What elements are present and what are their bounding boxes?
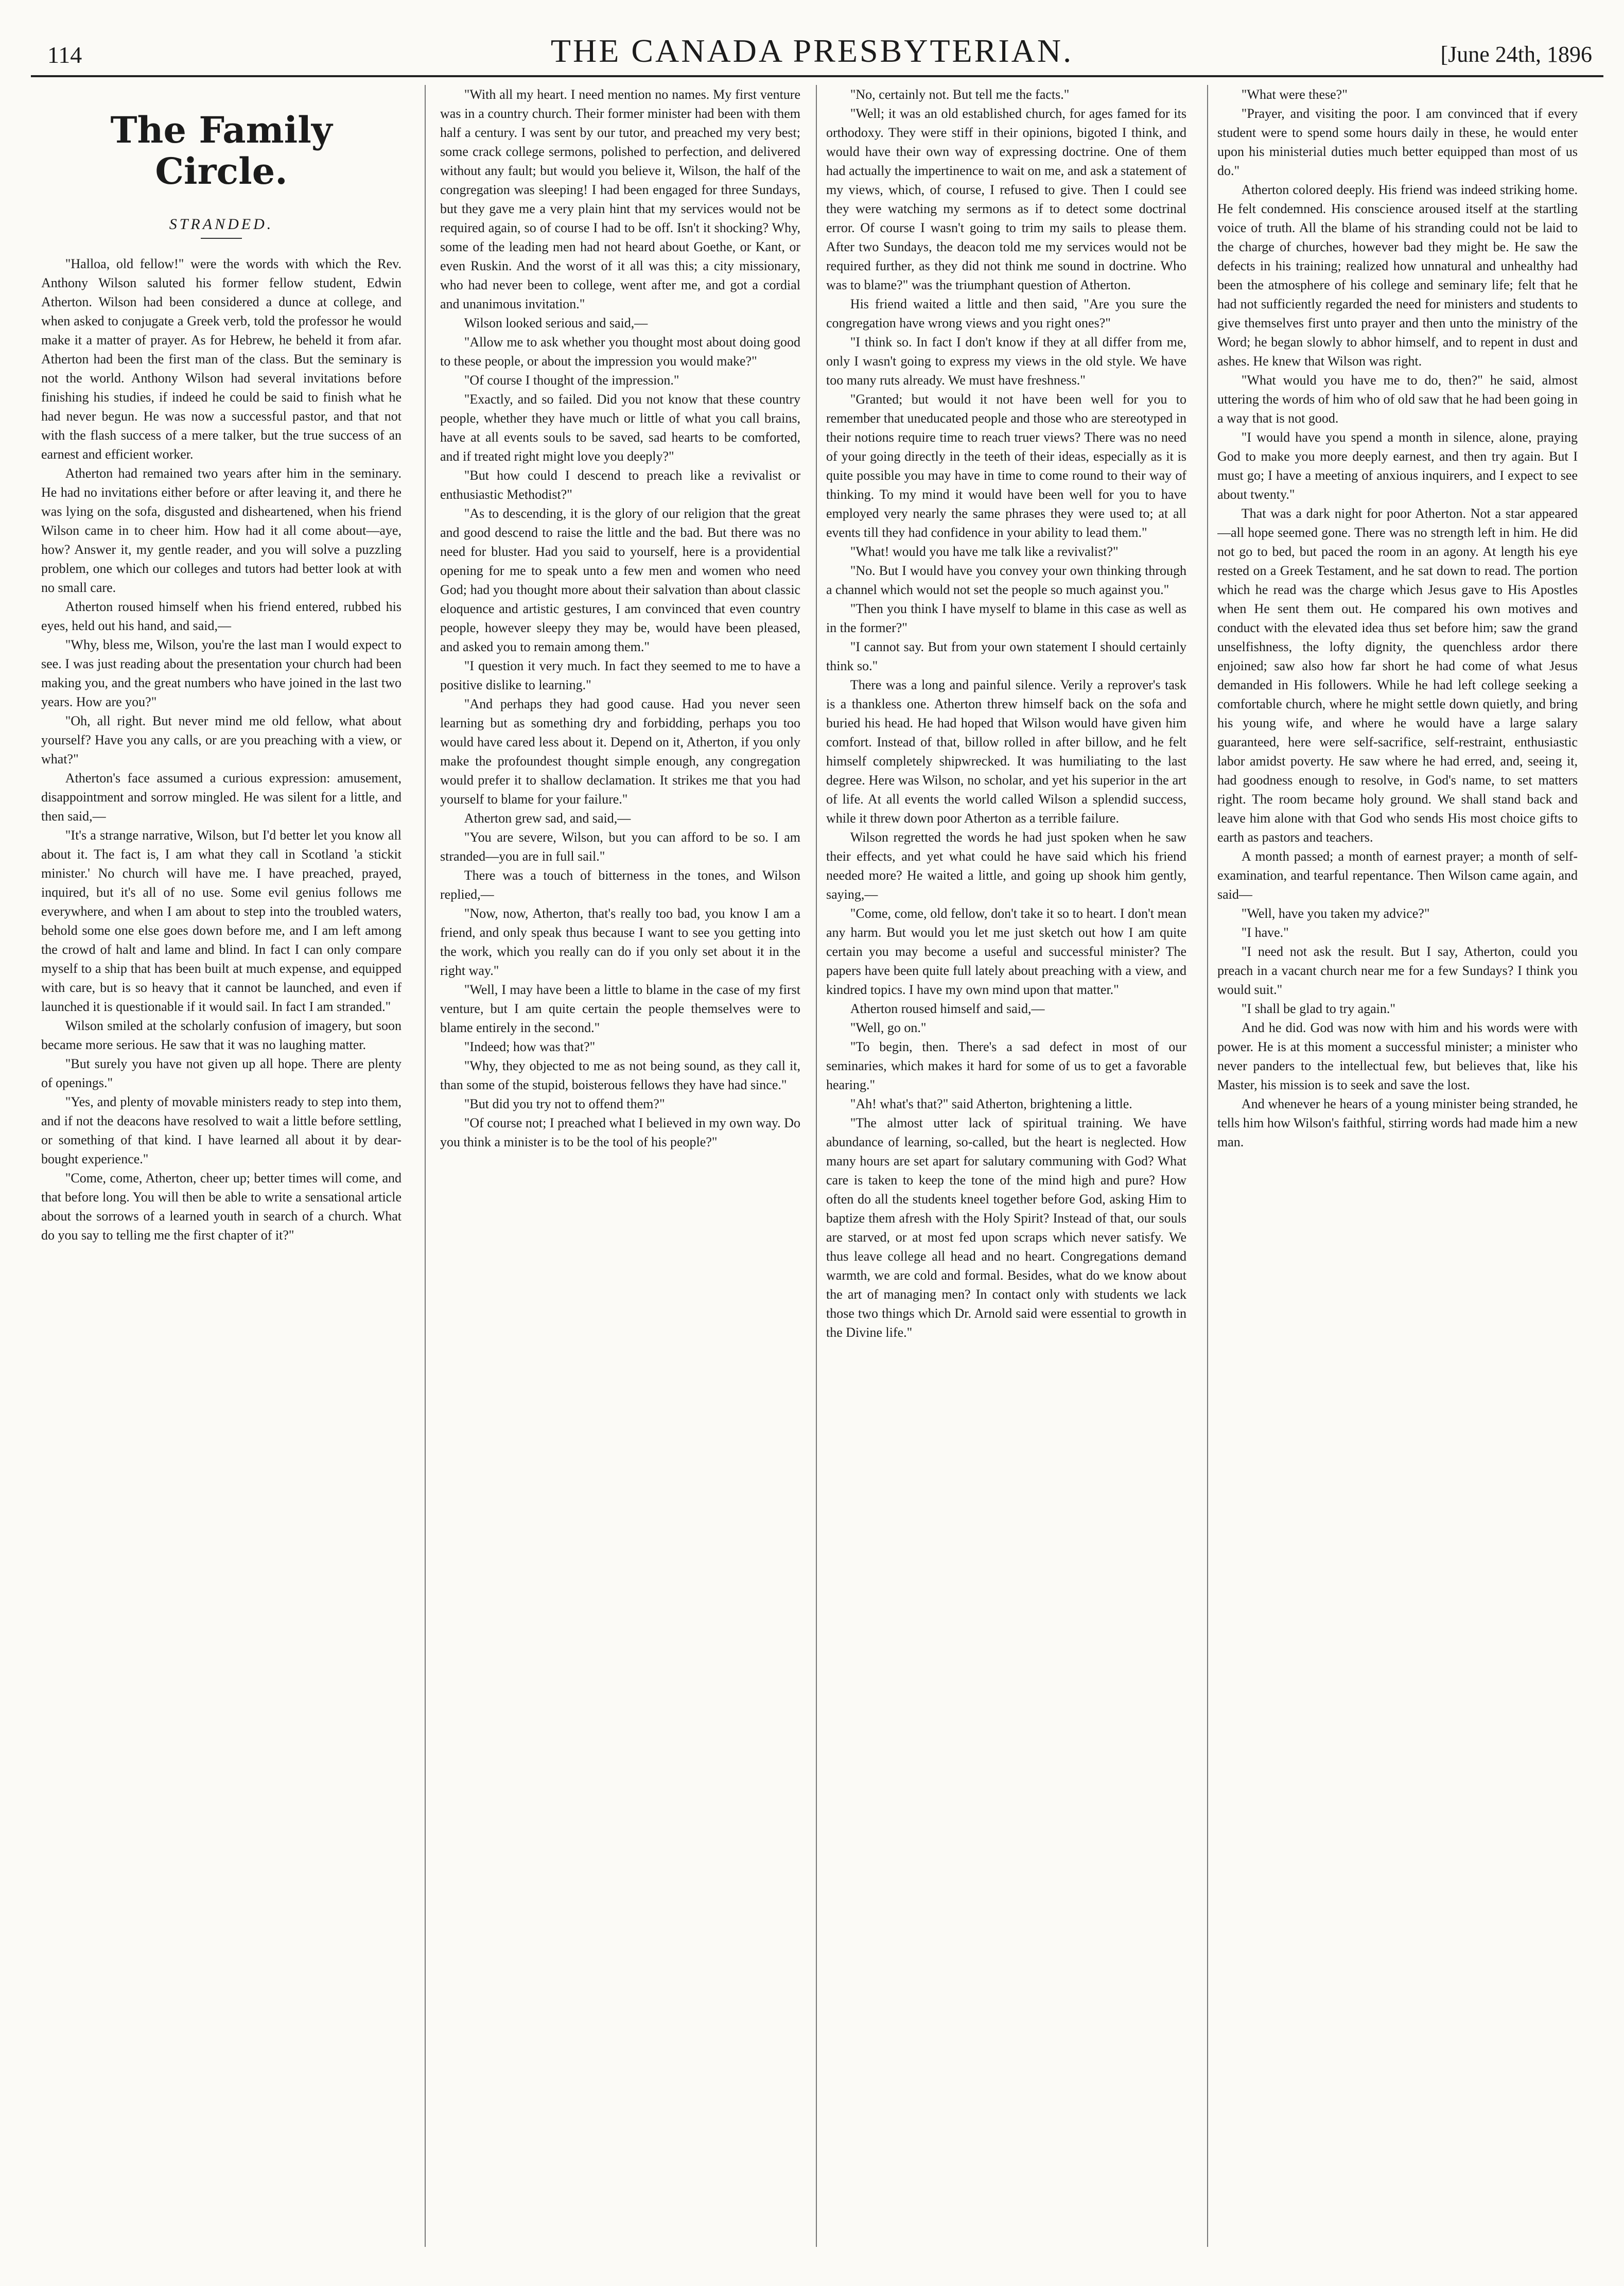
- paragraph: There was a long and painful silence. Verily a reprover's task is a thankless one. Atherton threw himself back on the sofa and buried his head. He had hoped that Wilson would have given him comfort. Instead of that, billow rolled in after billow, and he felt himself completely shipwrecked. It was humiliating to the last degree. Here was Wilson, no scholar, and yet his superior in the art of life. At all events the world called Wilson a splendid success, while it threw down poor Atherton as a terrible failure.: [826, 677, 1186, 826]
- paragraph: "I cannot say. But from your own statement I should certainly think so.": [826, 639, 1186, 673]
- paragraph: "No. But I would have you convey your own thinking through a channel which would not set the people so much against you.": [826, 563, 1186, 597]
- paragraph: And whenever he hears of a young minister being stranded, he tells him how Wilson's faithful, stirring words had made him a new man.: [1217, 1096, 1578, 1149]
- paragraph: There was a touch of bitterness in the tones, and Wilson replied,—: [440, 868, 800, 902]
- paragraph: "You are severe, Wilson, but you can afford to be so. I am stranded—you are in full sail.": [440, 830, 800, 864]
- paragraph: "The almost utter lack of spiritual training. We have abundance of learning, so-called, but the heart is neglected. How many hours are set apart for salutary communing with God? What care is taken to keep the tone of the mind high and pure? How often do all the students kneel together before God, asking Him to baptize them afresh with the Holy Spirit? Instead of that, our souls are starved, or at most fed upon scraps which never satisfy. We thus leave college all head and no heart. Congregations demand warmth, we are cold and formal. Besides, what do we know about the art of managing men? In contact only with students we lack those two things which Dr. Arnold said were essential to growth in the Divine life.": [826, 1115, 1186, 1340]
- paragraph: His friend waited a little and then said, "Are you sure the congregation have wrong views and you right ones?": [826, 296, 1186, 330]
- paragraph: "With all my heart. I need mention no names. My first venture was in a country church. Their former minister had been with them half a century. I was sent by our tutor, and preached my very best; some crack college sermons, polished to perfection, and delivered without any fault; but would you believe it, Wilson, the half of the congregation was sleeping! I had been engaged for three Sundays, but they gave me a very plain hint that my services would not be required again, so of course I had to be off. Isn't it shocking? Why, some of the leading men had not heard about Goethe, or Kant, or even Ruskin. And the worst of it all was this; a city missionary, who had never been to college, went after me, and got a cordial and unanimous invitation.": [440, 87, 800, 311]
- paragraph: "Well, go on.": [850, 1020, 927, 1035]
- paragraph: "Then you think I have myself to blame in this case as well as in the former?": [826, 601, 1186, 635]
- paragraph: "As to descending, it is the glory of our religion that the great and good descend to raise the little and the bad. But there was no need for bluster. Had you said to yourself, here is a providential opening for me to speak unto a few men and women who need God; had you thought more about their salvation than about classic eloquence and artistic gestures, I am convinced that even country people, however sleepy they may be, would have been pleased, and asked you to remain among them.": [440, 506, 800, 654]
- column-divider: [1207, 85, 1208, 2247]
- paragraph: "Well, I may have been a little to blame in the case of my first venture, but I am quite certain the people themselves were to blame entirely in the second.": [440, 982, 800, 1035]
- header-rule: [31, 75, 1603, 77]
- paragraph: A month passed; a month of earnest prayer; a month of self-examination, and tearful repentance. Then Wilson came again, and said—: [1217, 849, 1578, 902]
- column-4: [1217, 85, 1578, 2247]
- column-divider: [816, 85, 817, 2247]
- paragraph: "Why, bless me, Wilson, you're the last man I would expect to see. I was just reading about the presentation your church had been making you, and the great numbers who have joined in the last two years. How are you?": [41, 637, 401, 709]
- paragraph: Atherton grew sad, and said,—: [464, 811, 631, 826]
- paragraph: "Ah! what's that?" said Atherton, brightening a little.: [850, 1096, 1132, 1111]
- paragraph: "What! would you have me talk like a revivalist?": [850, 544, 1119, 559]
- paragraph: Wilson regretted the words he had just spoken when he saw their effects, and yet what could he have said which his friend needed more? He waited a little, and going up shook him gently, saying,—: [826, 830, 1186, 902]
- paragraph: "Allow me to ask whether you thought most about doing good to these people, or about the impression you would make?": [440, 335, 800, 369]
- paragraph: Wilson looked serious and said,—: [464, 316, 648, 330]
- paragraph: "What would you have me to do, then?" he said, almost uttering the words of him who of old saw that he had been going in a way that is not good.: [1217, 373, 1578, 426]
- paragraph: Atherton roused himself when his friend entered, rubbed his eyes, held out his hand, and said,—: [41, 599, 401, 633]
- paragraph: "No, certainly not. But tell me the facts.": [850, 87, 1070, 102]
- paragraph: "But surely you have not given up all hope. There are plenty of openings.": [41, 1056, 401, 1090]
- column-3: [826, 85, 1186, 2247]
- paragraph: "Prayer, and visiting the poor. I am convinced that if every student were to spend some hours daily in these, he would enter upon his ministerial duties much better equipped than most of us do.": [1217, 106, 1578, 178]
- paragraph: "Well, have you taken my advice?": [1241, 906, 1430, 921]
- paragraph: "Well; it was an old established church, for ages famed for its orthodoxy. They were stiff in their opinions, bigoted I think, and would have their own way of expressing doctrine. One of them had actually the impertinence to wait on me, and ask a statement of my views, which, of course, I refused to give. Then I could see they were watching my sermons as if to detect some doctrinal error. Of course I wasn't going to trim my sails to please them. After two Sundays, the deacon told me my services would not be required further, as they did not think me sound in doctrine. Who was to blame?" was the triumphant question of Atherton.: [826, 106, 1186, 292]
- paragraph: And he did. God was now with him and his words were with power. He is at this moment a successful minister; a minister who never panders to the intellectual few, but believes that, like his Master, his mission is to seek and save the lost.: [1217, 1020, 1578, 1092]
- paragraph: "Why, they objected to me as not being sound, as they call it, than some of the stupid, boisterous fellows they have had since.": [440, 1058, 800, 1092]
- column-divider: [425, 85, 426, 2247]
- paragraph: "Yes, and plenty of movable ministers ready to step into them, and if not the deacons have resolved to wait a little before settling, or something of that kind. I have learned all about it by dear-bought experience.": [41, 1094, 401, 1166]
- paragraph: "I would have you spend a month in silence, alone, praying God to make you more deeply earnest, and then try again. But I must go; I have a meeting of anxious inquirers, and I expect to see about twenty.": [1217, 430, 1578, 502]
- paragraph: "It's a strange narrative, Wilson, but I'd better let you know all about it. The fact is, I am what they call in Scotland 'a stickit minister.' No church will have me. I have preached, prayed, inquired, but it's all of no use. Some evil genius follows me everywhere, and when I am about to step into the troubled waters, behold some one else goes down before me, and I am left among the crowd of halt and lame and blind. In fact I can only compare myself to a ship that has been built at much expense, and equipped with care, but is so heavy that it cannot be launched, and even if launched it is questionable if it would sail. In fact I am stranded.": [41, 828, 401, 1014]
- masthead: [0, 0, 1624, 77]
- paragraph: "And perhaps they had good cause. Had you never seen learning but as something dry and forbidding, perhaps you too would have cared less about it. Depend on it, Atherton, if you only make the profoundest thought simple enough, any congregation would prefer it to shallow declamation. It strikes me that you had yourself to blame for your failure.": [440, 696, 800, 807]
- publication-title: THE CANADA PRESBYTERIAN.: [550, 32, 1074, 69]
- paragraph: "I shall be glad to try again.": [1241, 1001, 1395, 1016]
- paragraph: "To begin, then. There's a sad defect in most of our seminaries, which makes it hard for some of us to get a favorable hearing.": [826, 1039, 1186, 1092]
- paragraph: "Halloa, old fellow!" were the words with which the Rev. Anthony Wilson saluted his former fellow student, Edwin Atherton. Wilson had been considered a dunce at college, and when asked to conjugate a Greek verb, told the professor he would make it a matter of prayer. As for Hebrew, he beheld it from afar. Atherton had been the first man of the class. But the seminary is not the world. Anthony Wilson had several invitations before finishing his studies, if indeed he could be said to finish what he had never begun. He was now a successful pastor, and that not with the flash success of a mere talker, but the true success of an earnest and efficient worker.: [41, 256, 401, 462]
- paragraph: Wilson smiled at the scholarly confusion of imagery, but soon became more serious. He saw that it was no laughing matter.: [41, 1018, 401, 1052]
- paragraph: "I question it very much. In fact they seemed to me to have a positive dislike to learning.": [440, 658, 800, 692]
- page-number: 114: [47, 42, 82, 68]
- paragraph: "Oh, all right. But never mind me old fellow, what about yourself? Have you any calls, or are you preaching with a view, or what?": [41, 713, 401, 766]
- paragraph: "I think so. In fact I don't know if they at all differ from me, only I wasn't going to express my views in the old style. We have too many ruts already. We must have freshness.": [826, 335, 1186, 388]
- paragraph: "But how could I descend to preach like a revivalist or enthusiastic Methodist?": [440, 468, 800, 502]
- paragraph: "Of course not; I preached what I believed in my own way. Do you think a minister is to be the tool of his people?": [440, 1115, 800, 1149]
- story-title: STRANDED.: [169, 216, 274, 233]
- paragraph: "Of course I thought of the impression.": [464, 373, 679, 388]
- column-2: [440, 85, 800, 2247]
- paragraph: Atherton roused himself and said,—: [850, 1001, 1045, 1016]
- paragraph: "What were these?": [1241, 87, 1348, 102]
- paragraph: Atherton's face assumed a curious expression: amusement, disappointment and sorrow mingled. He was silent for a little, and then said,—: [41, 771, 401, 824]
- column-1: [41, 85, 401, 2247]
- paragraph: "Come, come, old fellow, don't take it so to heart. I don't mean any harm. But would you let me just sketch out how I am quite certain you may become a useful and successful minister? The papers have been quite full lately about preaching with a view, and kindred topics. I have my own mind upon that matter.": [826, 906, 1186, 997]
- paragraph: "I have.": [1241, 925, 1289, 940]
- title-rule: [201, 238, 242, 239]
- issue-date: [June 24th, 1896: [1440, 42, 1592, 67]
- paragraph: "Now, now, Atherton, that's really too bad, you know I am a friend, and only speak thus because I want to see you getting into the work, which you really can do if you only set about it in the right way.": [440, 906, 800, 978]
- paragraph: "Exactly, and so failed. Did you not know that these country people, whether they have much or little of what you call brains, have at all events souls to be saved, sad hearts to be comforted, and if treated right might love you deeply?": [440, 392, 800, 464]
- paragraph: "But did you try not to offend them?": [464, 1096, 665, 1111]
- paragraph: "Come, come, Atherton, cheer up; better times will come, and that before long. You will then be able to write a sensational article about the sorrows of a learned youth in search of a church. What do you say to telling me the first chapter of it?": [41, 1171, 401, 1243]
- section-title: The Family Circle.: [110, 109, 333, 193]
- paragraph: Atherton had remained two years after him in the seminary. He had no invitations either before or after leaving it, and there he was lying on the sofa, disgusted and disheartened, when his friend Wilson came in to cheer him. How had it all come about—aye, how? Answer it, my gentle reader, and you will solve a puzzling problem, one which our colleges and tutors had better look at with no small care.: [41, 466, 401, 595]
- paragraph: "Granted; but would it not have been well for you to remember that uneducated people and those who are stereotyped in their notions require time to reach truer views? There was no need of your going directly in the teeth of their ideas, especially as it is quite possible you may have in time to come round to their way of thinking. To my mind it would have been well for you to have employed very nearly the same phrases they were used to; at all events till they had confidence in your ability to lead them.": [826, 392, 1186, 540]
- paragraph: "I need not ask the result. But I say, Atherton, could you preach in a vacant church near me for a few Sundays? I think you would suit.": [1217, 944, 1578, 997]
- paragraph: Atherton colored deeply. His friend was indeed striking home. He felt condemned. His conscience aroused itself at the startling voice of truth. All the blame of his stranding could not be laid to the charge of churches, however bad they might be. He saw the defects in his training; realized how unnatural and unhealthy had been the atmosphere of his college and seminary life; felt that he had not sufficiently regarded the need for ministers and students to give themselves first unto prayer and then unto the ministry of the Word; he began slowly to abhor himself, and to repent in dust and ashes. He knew that Wilson was right.: [1217, 182, 1578, 369]
- paragraph: That was a dark night for poor Atherton. Not a star appeared—all hope seemed gone. There was no strength left in him. He did not go to bed, but paced the room in an agony. At length his eye rested on a Greek Testament, and he sat down to read. The portion which he read was the charge which Jesus gave to His Apostles when He sent them out. He compared his own motives and conduct with the elevated idea thus set before him; saw the grand unselfishness, the lofty dignity, the quenchless ardor there enjoined; saw also how far short he had come of what Jesus demanded in His followers. While he had left college seeking a comfortable church, where he might settle down quietly, and bring his young wife, and where he would have a large salary guaranteed, here were self-sacrifice, self-restraint, enthusiastic labor amidst poverty. He saw where he had erred, and, seeing it, had goodness enough to resolve, in God's name, to set matters right. The room became holy ground. We shall stand back and leave him alone with that God who sends His most choice gifts to earth as pastors and teachers.: [1217, 506, 1578, 845]
- paragraph: "Indeed; how was that?": [464, 1039, 596, 1054]
